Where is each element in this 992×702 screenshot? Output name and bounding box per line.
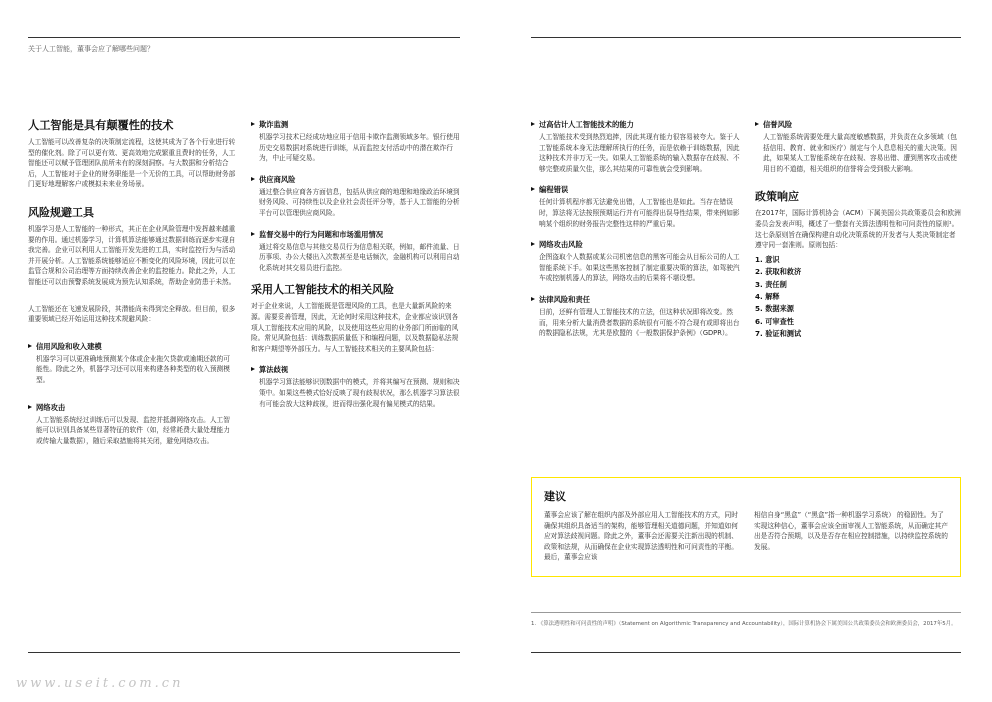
list-item: 6. 可审查性 bbox=[755, 316, 794, 326]
list-item: 4. 解释 bbox=[755, 291, 780, 301]
advice-box bbox=[531, 477, 961, 577]
item-body-conduct: 通过将交易信息与其他交易员行为信息相关联，例如，邮件流量、日历事项、办公大楼出入次数甚至是电话频次，金融机构可以利用自动化系统对其交易员进行监控。 bbox=[259, 242, 460, 272]
column-2 bbox=[251, 119, 463, 409]
section-title-ai-risks: 采用人工智能技术的相关风险 bbox=[251, 283, 394, 297]
item-body-supplier: 通过整合供应商各方面信息，包括从供应商的地理和地缘政治环境到财务风险、可持续性以及企业社会责任评分等，基于人工智能的分析平台可以管理供应商风险。 bbox=[259, 187, 460, 217]
item-body-programming: 任何计算机程序都无法避免出错，人工智能也是如此。当存在错误时，算法将无法按照预期运行并有可能得出误导性结果，带来例如影响某个组织的财务报告完整性这样的严重后果。 bbox=[539, 198, 740, 228]
item-title-credit-risk: 信用风险和收入建模 bbox=[28, 341, 236, 352]
item-body-fraud: 机器学习技术已经成功地应用于信用卡欺诈监测领域多年。银行使用历史交易数据对系统进行训练，从而监控支付活动中的潜在欺诈行为，中止可疑交易。 bbox=[259, 133, 460, 163]
section-title-disruptive: 人工智能是具有颠覆性的技术 bbox=[28, 119, 174, 132]
list-item: 3. 责任制 bbox=[755, 279, 787, 289]
section-body-risk-tool: 机器学习是人工智能的一种形式，其正在企业风险管理中发挥越来越重要的作用。通过机器学习，计算机算法能够通过数据训练而逐步实现自我完善。企业可以利用人工智能开发先进的工具，实时监控行为与活动并开展分析。人工智能系统能够适应不断变化的风险环境，因此可以在监管合规和公司治理等方面持续改善企业的监控能力。除此之外，人工智能还可以由预警系统发展成为预先认知系统，帮助企业防患于未然。 bbox=[28, 224, 236, 286]
advice-body-right: 相信自身“黑盒”（“黑盒”指一种机器学习系统） 的稳固性。为了实现这种信心，董事会应该全面审视人工智能系统，从而确定其产出是否符合预期，以及是否存在相应控制措施，以持续监控系统的发展。 bbox=[754, 511, 948, 551]
section-title-risk-tool: 风险规避工具 bbox=[28, 205, 94, 219]
section-body-ai-risks: 对于企业来说，人工智能既是管理风险的工具，也是大量新风险的来源。需要妥善管理，因此，无论何时采用这种技术，企业都应该识别各项人工智能技术应用的风险，以及使用这些应用的业务部门所面临的风险。常见风险包括：训练数据质量低下和编程问题，以及数据隐私法规和客户期望等外部压力。与人工智能技术相关的主要风险包括： bbox=[251, 302, 459, 353]
header-rule-left bbox=[28, 37, 460, 38]
footnote-rule bbox=[531, 612, 961, 613]
footnote: 1. 《算法透明性和可问责性的声明》（Statement on Algorithmic Transparency and Accountability），国际计算机协会下属美国公共政策委员会和欧洲委员会，2017年5月。 bbox=[531, 621, 957, 627]
principles-list bbox=[755, 254, 962, 341]
item-title-fraud: 欺诈监测 bbox=[251, 119, 463, 130]
section-body-policy: 在2017年，国际计算机协会（ACM）下属美国公共政策委员会和欧洲委员会发表声明，概述了一整套有关算法透明性和可问责性的原则¹。这七条原则旨在确保构建自动化决策系统的开发者与人类决策制定者遵守同一套准则。原则包括： bbox=[755, 209, 961, 250]
list-item: 7. 验证和测试 bbox=[755, 329, 802, 339]
item-title-overestimate: 过高估计人工智能技术的能力 bbox=[531, 119, 743, 130]
item-title-algo-bias: 算法歧视 bbox=[251, 364, 463, 375]
item-body-cyber-attack: 人工智能系统经过训练后可以发现、监控并抵御网络攻击。人工智能可以识别具备某些显著特征的软件（如，经常耗费大量处理能力或传输大量数据），随后采取措施将其关闭，避免网络攻击。 bbox=[36, 415, 230, 445]
footer-rule-left bbox=[28, 652, 460, 653]
column-1 bbox=[28, 119, 236, 446]
page-header-title: 关于人工智能，董事会应了解哪些问题？ bbox=[28, 45, 154, 53]
section-body-disruptive: 人工智能可以改善复杂的决策制定流程，这使其成为了各个行业进行转型的催化剂。除了可以更有效、更高效地完成繁重且费时的任务，人工智能还可以赋予管理团队前所未有的深刻洞察。与大数据和分析结合后，人工智能对于企业的财务职能是一个无价的工具，可以帮助财务部门更好地理解客户或模拟未来业务场景。 bbox=[28, 138, 236, 189]
watermark: www.useit.com.cn bbox=[16, 676, 184, 691]
item-title-cyber-attack: 网络攻击 bbox=[28, 402, 236, 413]
item-title-programming: 编程错误 bbox=[531, 184, 743, 195]
footer-rule-right bbox=[531, 652, 961, 653]
section-body-risk-tool-2: 人工智能还在飞速发展阶段，其潜能尚未得到完全释放。但目前，很多重要领域已经开始运用这种技术规避风险： bbox=[28, 304, 236, 324]
section-title-policy: 政策响应 bbox=[755, 190, 799, 204]
item-title-legal: 法律风险和责任 bbox=[531, 294, 743, 305]
item-body-credit-risk: 机器学习可以更准确地预测某个体或企业拖欠贷款或逾期还款的可能性。除此之外，机器学习还可以用来构建各种类型的收入预测模型。 bbox=[36, 354, 230, 384]
list-item: 1. 意识 bbox=[755, 254, 780, 264]
item-body-reputation: 人工智能系统需要处理大量高度敏感数据，并负责在众多领域（包括信用、教育、就业和医疗）制定与个人息息相关的重大决策。因此，如果某人工智能系统存在歧视、容易出错、遭到黑客攻击或使用目的不道德，相关组织的信誉将会受到极大影响。 bbox=[763, 133, 957, 173]
advice-body-left: 董事会应该了解在组织内部及外部应用人工智能技术的方式，同时确保其组织具备适当的架构，能够管理相关道德问题，并知道如何应对算法歧视问题。除此之外，董事会还需要关注新出现的机制、政策和法规，从而确保在企业实现算法透明性和可问责性的平衡。最后，董事会应该 bbox=[544, 511, 738, 561]
column-4 bbox=[755, 119, 962, 341]
item-body-legal: 目前，还鲜有管理人工智能技术的立法，但这种状况即将改变。然而，用来分析大量消费者数据的系统很有可能不符合现有或即将出台的数据隐私法规，尤其是欧盟的《一般数据保护条例》（GDPR）。 bbox=[539, 307, 740, 338]
item-title-supplier: 供应商风险 bbox=[251, 174, 463, 185]
item-body-overestimate: 人工智能技术受到热烈追捧，因此其现有能力很容易被夸大。鉴于人工智能系统本身无法理解所执行的任务，而是依赖于训练数据，因此这种技术并非万无一失。如果人工智能系统的输入数据存在歧视、不够完整或质量欠佳，那么其结果的可靠性就会受到影响。 bbox=[539, 133, 740, 173]
item-title-conduct: 监督交易中的行为问题和市场滥用情况 bbox=[251, 229, 463, 240]
list-item: 2. 获取和救济 bbox=[755, 267, 802, 277]
column-3 bbox=[531, 119, 743, 339]
header-rule-right bbox=[531, 37, 961, 38]
item-title-reputation: 信誉风险 bbox=[755, 119, 962, 130]
advice-columns bbox=[544, 510, 948, 563]
item-title-cyber-risk: 网络攻击风险 bbox=[531, 239, 743, 250]
list-item: 5. 数据来源 bbox=[755, 304, 794, 314]
item-body-algo-bias: 机器学习算法能够识别数据中的模式，并将其编写在预测、规则和决策中。如果这些模式恰好反映了现有歧视状况，那么机器学习算法很有可能会放大这种歧视，进而得出强化现有偏见模式的结果。 bbox=[259, 378, 460, 408]
item-body-cyber-risk: 企图盗取个人数据或某公司机密信息的黑客可能会从目标公司的人工智能系统下手。如果这些黑客控制了制定重要决策的算法，如驾驶汽车或控制机器人的算法，网络攻击的后果将不堪设想。 bbox=[539, 253, 740, 283]
advice-title: 建议 bbox=[544, 490, 566, 503]
